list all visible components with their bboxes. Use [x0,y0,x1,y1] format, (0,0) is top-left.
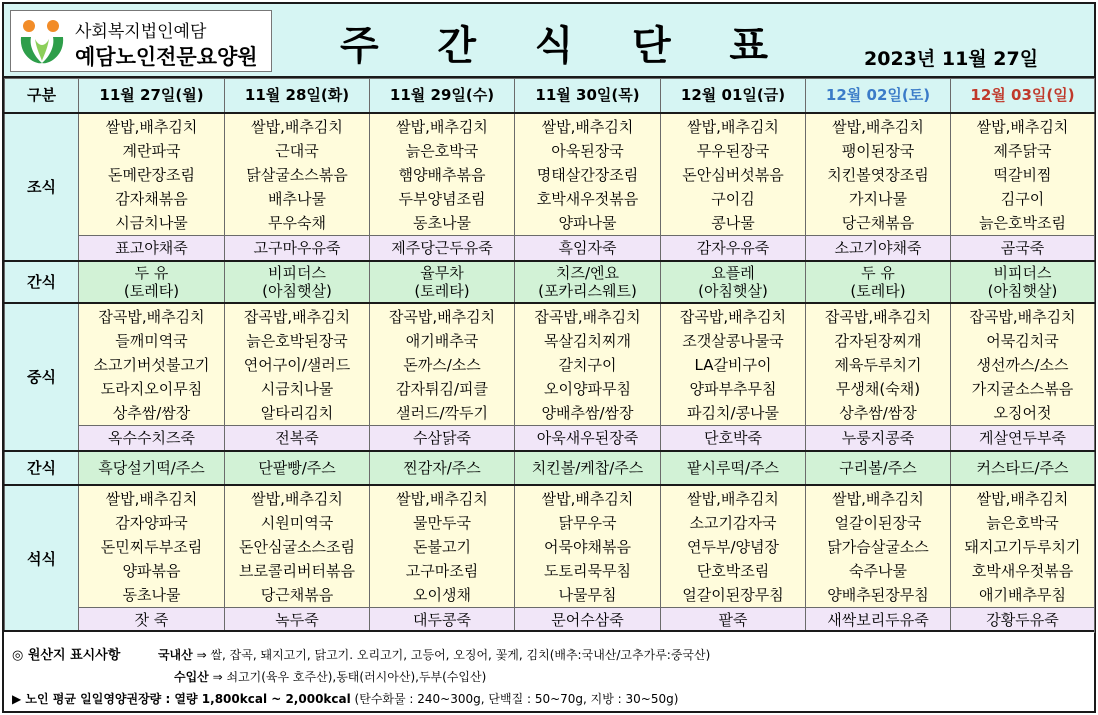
menu-item: 무우된장국 [696,141,770,160]
menu-cell [515,303,661,426]
dinner-porridge-row [5,607,1095,632]
menu-cell [79,485,225,608]
menu-item: 양파볶음 [122,561,181,580]
snack-item: 두 유 [861,263,895,282]
menu-cell [951,113,1095,236]
porridge-cell: 감자우유죽 [661,235,806,261]
breakfast-row [5,113,1095,236]
menu-item: 도라지오이무침 [100,379,203,398]
snack-item: (아침햇살) [262,281,332,300]
snack-cell [661,261,806,303]
menu-item: 치킨볼엿장조림 [827,165,929,184]
menu-cell [225,485,370,608]
menu-item: 가지굴소스볶음 [971,379,1074,398]
menu-item: 시원미역국 [260,513,334,532]
title-char: 표 [729,21,770,69]
day-header: 11월 28일(화) [225,79,370,113]
snack-cell [225,261,370,303]
snack-pm-row [5,451,1095,485]
menu-cell [806,485,951,608]
snack-cell [370,261,515,303]
menu-item: 아욱된장국 [551,141,624,160]
weekly-menu-table [4,78,1095,633]
menu-item: 연어구이/샐러드 [243,355,351,374]
org-logo-box [10,10,272,72]
day-header: 12월 01일(금) [661,79,806,113]
import-label: 수입산 [174,670,209,684]
menu-item: 호박새우젓볶음 [536,189,639,208]
menu-cell [515,485,661,608]
menu-item: 쌀밥,배추김치 [105,489,198,508]
menu-cell [661,303,806,426]
menu-item: LA갈비구이 [694,355,772,374]
menu-item: 무우숙채 [268,213,326,232]
snack-item: 두 유 [134,263,169,282]
snack-cell: 단팥빵/주스 [225,451,370,485]
menu-item: 닭가슴살굴소스 [827,537,929,556]
menu-item: 단호박조림 [696,561,770,580]
menu-item: 오징어젓 [993,403,1052,422]
snack-cell: 찐감자/주스 [370,451,515,485]
menu-item: 상추쌈/쌈장 [112,403,191,422]
menu-item: 계란파국 [122,141,181,160]
menu-item: 갈치구이 [558,355,617,374]
day-header: 12월 02일(토) [806,79,951,113]
page-title [340,14,770,70]
porridge-cell: 제주당근두유죽 [370,235,515,261]
menu-item: 얼갈이된장국 [834,513,922,532]
breakfast-porridge-row [5,235,1095,261]
menu-item: 김구이 [1000,189,1045,208]
menu-item: 파김치/콩나물 [687,403,779,422]
menu-item: 닭무우국 [558,513,617,532]
menu-item: 제육두루치기 [834,355,922,374]
porridge-cell: 녹두죽 [225,607,370,632]
menu-item: 돈불고기 [413,537,471,556]
snack-item: (토레타) [123,281,180,300]
menu-item: 브로콜리버터볶음 [239,561,355,580]
menu-item: 돈안심굴소스조림 [239,537,355,556]
menu-item: 양파부추무침 [689,379,777,398]
menu-item: 상추쌈/쌈장 [839,403,917,422]
snack-item: 비피더스 [993,263,1052,282]
menu-cell [225,113,370,236]
menu-item: 감자양파국 [115,513,188,532]
day-header: 11월 30일(목) [515,79,661,113]
domestic-text: ⇒ 쌀, 잡곡, 돼지고기, 닭고기. 오리고기, 고등어, 오징어, 꽃게, 김치(배추:국내산/고추가루:중국산) [196,648,711,662]
menu-item: 샐러드/깍두기 [396,403,488,422]
lunch-row [5,303,1095,426]
menu-item: 쌀밥,배추김치 [251,489,343,508]
menu-item: 쌀밥,배추김치 [976,489,1069,508]
porridge-cell: 새싹보리두유죽 [806,607,951,632]
menu-item: 애기배추무침 [979,585,1066,604]
menu-item: 잡곡밥,배추김치 [824,307,932,326]
day-header: 12월 03일(일) [951,79,1095,113]
porridge-cell: 수삼닭죽 [370,425,515,451]
lunch-porridge-row [5,425,1095,451]
menu-item: 쌀밥,배추김치 [541,117,634,136]
menu-item: 소고기감자국 [689,513,777,532]
menu-cell [951,485,1095,608]
meal-label: 조식 [5,113,79,261]
menu-item: 쌀밥,배추김치 [251,117,343,136]
menu-cell [661,113,806,236]
menu-cell [79,113,225,236]
menu-item: 쌀밥,배추김치 [832,117,924,136]
menu-item: 잡곡밥,배추김치 [679,307,787,326]
porridge-cell: 곰국죽 [951,235,1095,261]
menu-item: 감자튀김/피클 [396,379,488,398]
menu-item: 배추나물 [268,189,326,208]
menu-item: 숙주나물 [849,561,907,580]
menu-cell [806,303,951,426]
porridge-cell: 팥죽 [661,607,806,632]
menu-item: 잡곡밥,배추김치 [388,307,496,326]
porridge-cell: 표고야채죽 [79,235,225,261]
org-name-line1: 사회복지법인예담 [75,22,207,42]
menu-item: 시금치나물 [115,213,188,232]
snack-item: 치즈/엔요 [555,263,619,282]
header-date: 2023년 11월 27일 [864,48,1039,70]
menu-item: 늙은호박국 [405,141,479,160]
origin-title: ◎ 원산지 표시사항 [12,648,121,663]
menu-cell [370,113,515,236]
menu-item: 생선까스/소스 [976,355,1069,374]
footer-notes [4,630,1094,711]
day-header: 11월 29일(수) [370,79,515,113]
snack-item: (아침햇살) [987,281,1058,300]
nutrition-main: ▶ 노인 평균 일일영양권장량 : 열량 1,800kcal ~ 2,000kcal [12,692,351,706]
menu-item: 동초나물 [122,585,181,604]
menu-item: 알타리김치 [260,403,334,422]
snack-item: (아침햇살) [698,281,768,300]
nutrition-detail: (탄수화물 : 240~300g, 단백질 : 50~70g, 지방 : 30~50g) [350,692,679,706]
snack-item: 요플레 [711,263,755,282]
menu-item: 도토리묵무침 [544,561,631,580]
menu-item: 양파나물 [558,213,617,232]
menu-item: 오이양파무침 [544,379,631,398]
menu-item: 양배추쌈/쌈장 [541,403,634,422]
menu-item: 목살김치찌개 [544,331,631,350]
corner-label: 구분 [5,79,79,113]
snack-item: (포카리스웨트) [538,281,637,300]
porridge-cell: 전복죽 [225,425,370,451]
snack-item: 율무차 [420,263,464,282]
snack-cell: 치킨볼/케찹/주스 [515,451,661,485]
menu-cell [79,303,225,426]
menu-item: 물만두국 [413,513,471,532]
menu-item: 구이김 [711,189,755,208]
menu-item: 어묵야채볶음 [544,537,631,556]
snack-item: (토레타) [414,281,470,300]
menu-item: 늙은호박국 [986,513,1059,532]
origin-line-import [174,668,486,685]
day-header: 11월 27일(월) [79,79,225,113]
menu-item: 돈민찌두부조림 [100,537,203,556]
porridge-cell: 잣 죽 [79,607,225,632]
menu-cell [515,113,661,236]
menu-item: 닭살굴소스볶음 [246,165,348,184]
snack-label: 간식 [5,451,79,485]
menu-item: 쌀밥,배추김치 [541,489,634,508]
menu-item: 쌀밥,배추김치 [396,489,488,508]
menu-item: 명태살간장조림 [536,165,639,184]
menu-item: 돼지고기두루치기 [964,537,1081,556]
menu-item: 떡갈비찜 [993,165,1052,184]
porridge-cell: 강황두유죽 [951,607,1095,632]
menu-item: 시금치나물 [260,379,334,398]
porridge-cell: 단호박죽 [661,425,806,451]
menu-item: 잡곡밥,배추김치 [243,307,351,326]
menu-item: 당근채볶음 [260,585,334,604]
menu-cell [661,485,806,608]
title-char: 단 [631,21,673,69]
menu-item: 잡곡밥,배추김치 [534,307,641,326]
menu-item: 당근채볶음 [841,213,915,232]
porridge-cell: 대두콩죽 [370,607,515,632]
day-header-row [5,79,1095,113]
header [4,4,1094,78]
title-char: 간 [437,21,478,69]
menu-item: 쌀밥,배추김치 [976,117,1069,136]
menu-item: 햄양배추볶음 [398,165,486,184]
title-char: 주 [340,21,381,69]
menu-item: 돈메란장조림 [108,165,195,184]
menu-item: 연두부/양념장 [687,537,779,556]
menu-item: 가지나물 [849,189,907,208]
porridge-cell: 흑임자죽 [515,235,661,261]
menu-item: 쌀밥,배추김치 [687,489,779,508]
menu-cell [370,485,515,608]
meal-label: 중식 [5,303,79,451]
menu-item: 콩나물 [711,213,755,232]
nutrition-line [12,690,678,707]
menu-item: 양배추된장무침 [827,585,929,604]
menu-cell [951,303,1095,426]
menu-item: 감자채볶음 [115,189,188,208]
snack-item: (토레타) [850,281,906,300]
menu-item: 돈안심버섯볶음 [682,165,784,184]
menu-item: 동초나물 [413,213,471,232]
snack-cell [79,261,225,303]
porridge-cell: 고구마우유죽 [225,235,370,261]
snack-am-row [5,261,1095,303]
snack-cell [515,261,661,303]
menu-item: 애기배추국 [405,331,479,350]
snack-cell: 흑당설기떡/주스 [79,451,225,485]
snack-cell: 팥시루떡/주스 [661,451,806,485]
menu-item: 소고기버섯불고기 [93,355,210,374]
menu-sheet [2,2,1096,713]
menu-item: 고구마조림 [405,561,479,580]
menu-cell [225,303,370,426]
menu-item: 늙은호박된장국 [246,331,348,350]
menu-item: 쌀밥,배추김치 [832,489,924,508]
org-logo-icon [15,17,69,67]
porridge-cell: 문어수삼죽 [515,607,661,632]
snack-item: 비피더스 [268,263,326,282]
menu-item: 어묵김치국 [986,331,1059,350]
menu-item: 두부양념조림 [398,189,486,208]
snack-cell [806,261,951,303]
dinner-row [5,485,1095,608]
porridge-cell: 누룽지콩죽 [806,425,951,451]
snack-cell [951,261,1095,303]
menu-item: 감자된장찌개 [834,331,922,350]
menu-item: 들깨미역국 [115,331,188,350]
menu-item: 제주닭국 [993,141,1052,160]
menu-item: 늙은호박조림 [979,213,1066,232]
menu-cell [806,113,951,236]
menu-cell [370,303,515,426]
porridge-cell: 소고기야채죽 [806,235,951,261]
porridge-cell: 게살연두부죽 [951,425,1095,451]
title-char: 식 [534,21,576,69]
menu-item: 무생채(숙채) [835,379,921,398]
meal-label: 석식 [5,485,79,633]
menu-item: 쌀밥,배추김치 [105,117,198,136]
porridge-cell: 옥수수치즈죽 [79,425,225,451]
menu-item: 오이생채 [413,585,471,604]
menu-item: 잡곡밥,배추김치 [98,307,205,326]
porridge-cell: 아욱새우된장죽 [515,425,661,451]
org-name-line2: 예담노인전문요양원 [75,45,258,69]
domestic-label: 국내산 [157,648,193,662]
origin-line-domestic [12,644,710,663]
menu-item: 잡곡밥,배추김치 [969,307,1076,326]
menu-item: 나물무침 [558,585,617,604]
snack-cell: 커스타드/주스 [951,451,1095,485]
import-text: ⇒ 쇠고기(육우 호주산),동태(러시아산),두부(수입산) [212,670,487,684]
menu-item: 조갯살콩나물국 [682,331,784,350]
menu-item: 근대국 [275,141,319,160]
snack-label: 간식 [5,261,79,303]
menu-item: 팽이된장국 [841,141,915,160]
menu-item: 쌀밥,배추김치 [396,117,488,136]
menu-item: 쌀밥,배추김치 [687,117,779,136]
menu-item: 돈까스/소스 [403,355,481,374]
snack-cell: 구리볼/주스 [806,451,951,485]
menu-item: 호박새우젓볶음 [971,561,1074,580]
menu-item: 얼갈이된장무침 [682,585,784,604]
